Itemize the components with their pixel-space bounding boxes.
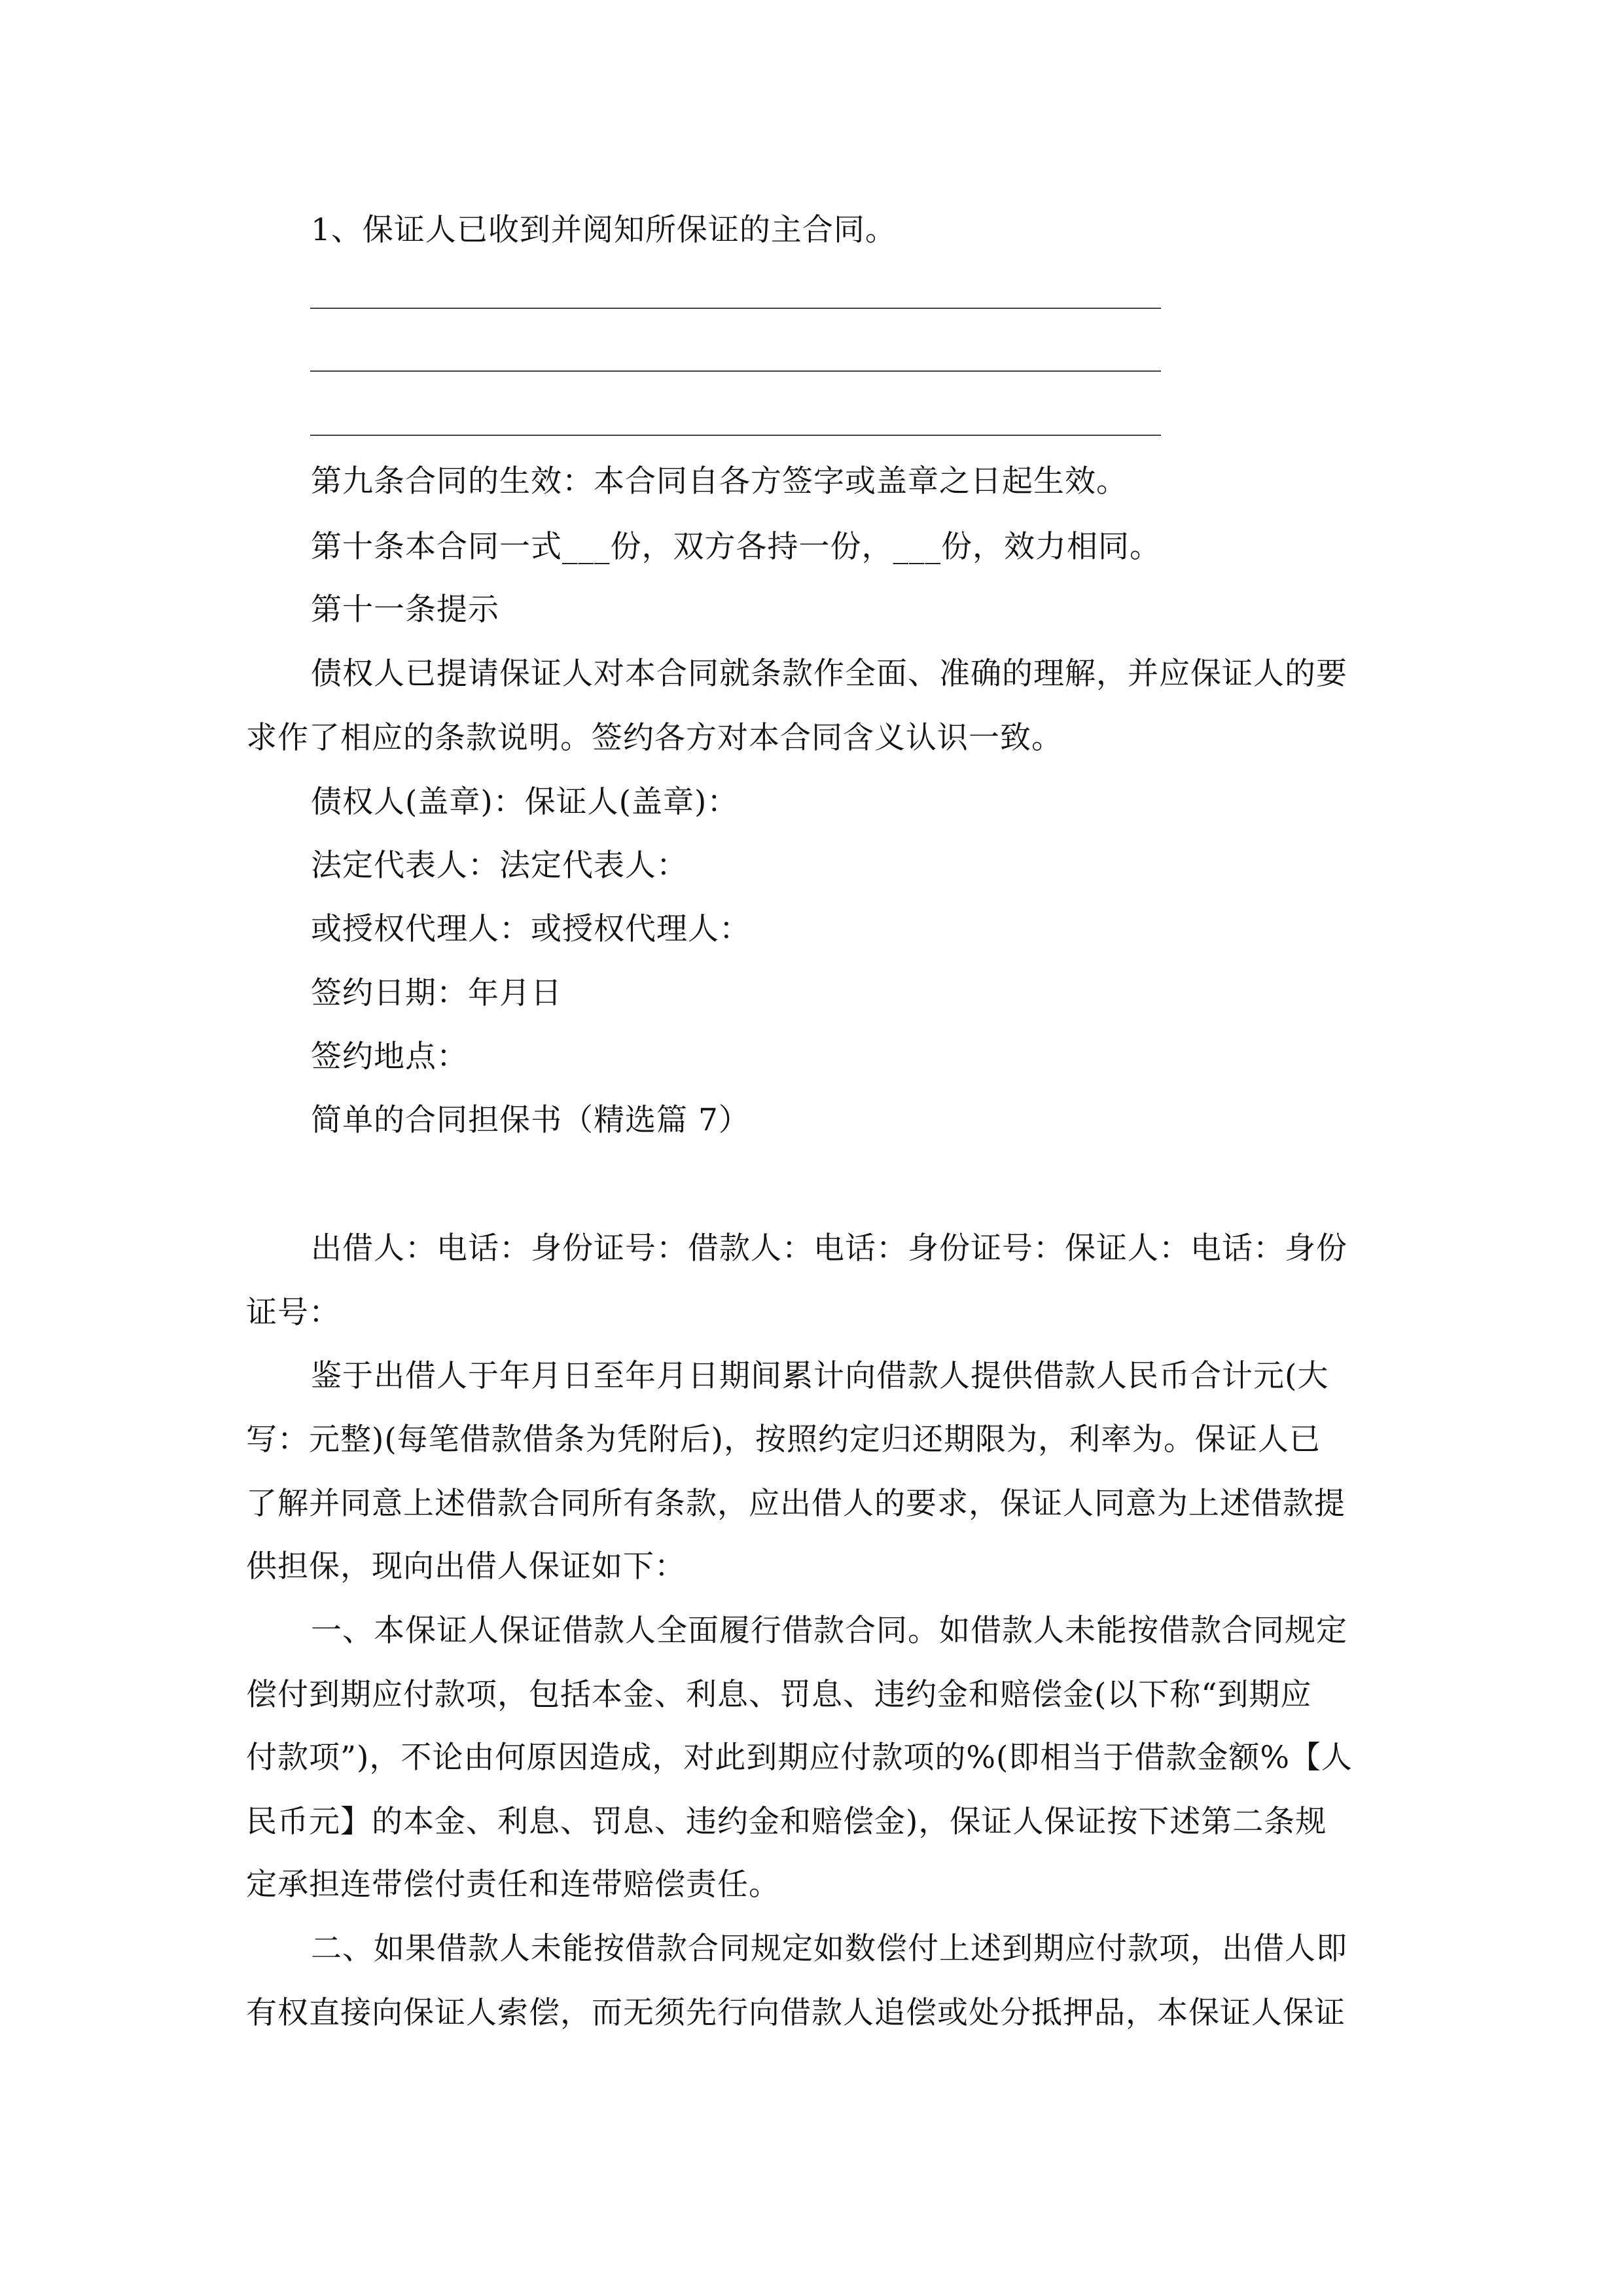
article-11-heading: 第十一条提示 [311, 592, 499, 628]
signature-agent-line: 或授权代理人：或授权代理人： [311, 911, 751, 947]
blank-fill-line-2 [310, 370, 1161, 372]
clause-1-text-line: 偿付到期应付款项，包括本金、利息、罚息、违约金和赔偿金(以下称“到期应 [246, 1677, 1312, 1713]
clause-1-text-line: 定承担连带偿付责任和连带赔偿责任。 [246, 1867, 780, 1903]
recital-text-line: 供担保，现向出借人保证如下： [246, 1549, 686, 1585]
article-9-paragraph: 第九条合同的生效：本合同自各方签字或盖章之日起生效。 [311, 463, 1128, 499]
blank-fill-line-3 [310, 435, 1161, 436]
clause-2-text-line: 二、如果借款人未能按借款合同规定如数偿付上述到期应付款项，出借人即 [311, 1931, 1347, 1967]
article-11-text-line: 债权人已提请保证人对本合同就条款作全面、准确的理解，并应保证人的要 [311, 656, 1347, 692]
blank-fill-line-1 [310, 308, 1161, 309]
item-1-paragraph: 1、保证人已收到并阅知所保证的主合同。 [311, 212, 897, 248]
signature-legal-rep-line: 法定代表人：法定代表人： [311, 848, 688, 884]
parties-text-line: 出借人：电话：身份证号：借款人：电话：身份证号：保证人：电话：身份 [311, 1230, 1347, 1266]
signature-date-line: 签约日期：年月日 [311, 975, 562, 1011]
article-11-text-line: 求作了相应的条款说明。签约各方对本合同含义认识一致。 [246, 720, 1063, 756]
section-title: 简单的合同担保书（精选篇 7） [311, 1102, 750, 1138]
parties-text-line: 证号： [246, 1295, 340, 1331]
signature-parties-line: 债权人(盖章)：保证人(盖章)： [311, 784, 739, 820]
article-10-paragraph: 第十条本合同一式___份，双方各持一份，___份，效力相同。 [311, 529, 1161, 565]
recital-text-line: 写：元整)(每笔借款借条为凭附后)，按照约定归还期限为，利率为。保证人已 [246, 1422, 1321, 1458]
signature-place-line: 签约地点： [311, 1039, 468, 1075]
clause-1-text-line: 民币元】的本金、利息、罚息、违约金和赔偿金)，保证人保证按下述第二条规 [246, 1804, 1327, 1840]
recital-text-line: 了解并同意上述借款合同所有条款，应出借人的要求，保证人同意为上述借款提 [246, 1486, 1346, 1522]
recital-text-line: 鉴于出借人于年月日至年月日期间累计向借款人提供借款人民币合计元(大 [311, 1358, 1329, 1394]
clause-1-text-line: 付款项”)，不论由何原因造成，对此到期应付款项的%(即相当于借款金额%【人 [246, 1740, 1353, 1776]
clause-2-text-line: 有权直接向保证人索偿，而无须先行向借款人追偿或处分抵押品，本保证人保证 [246, 1995, 1346, 2031]
clause-1-text-line: 一、本保证人保证借款人全面履行借款合同。如借款人未能按借款合同规定 [311, 1613, 1347, 1649]
